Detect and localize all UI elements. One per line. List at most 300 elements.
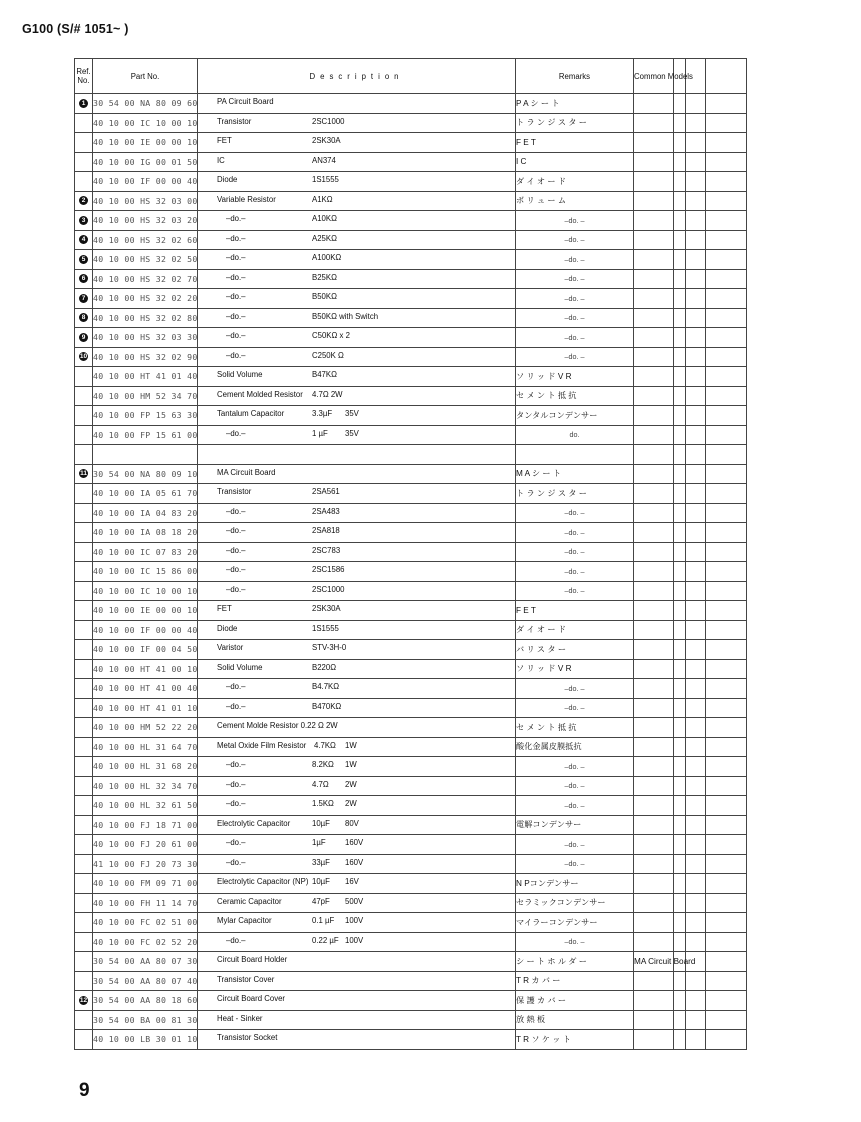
- part-no-cell: 40 10 00 FM 09 71 00: [93, 874, 198, 894]
- description-cell: [198, 133, 516, 153]
- description-cell: [198, 679, 516, 699]
- table-row: [75, 679, 747, 699]
- ref-number-badge: 9: [79, 333, 88, 342]
- spec-value: 10µF: [312, 877, 330, 886]
- table-row: [75, 464, 747, 484]
- extra-cell: [686, 230, 706, 250]
- extra-cell: [706, 874, 747, 894]
- description-text: Circuit Board Cover: [217, 994, 286, 1003]
- japanese-name-cell: –do. –: [516, 542, 634, 562]
- common-models-cell: [674, 640, 686, 660]
- japanese-name-cell: –do. –: [516, 581, 634, 601]
- description-text: –do.–: [226, 331, 246, 340]
- part-no-cell: 40 10 00 HS 32 02 90: [93, 347, 198, 367]
- ref-no-cell: [75, 484, 93, 504]
- remarks-cell: [634, 542, 674, 562]
- remarks-cell: [634, 854, 674, 874]
- remarks-cell: [634, 991, 674, 1011]
- extra-cell: [686, 913, 706, 933]
- table-row: [75, 620, 747, 640]
- common-models-cell: [674, 113, 686, 133]
- description-text: Transistor: [217, 116, 252, 126]
- common-models-cell: [674, 152, 686, 172]
- table-row: [75, 172, 747, 192]
- japanese-name-cell: –do. –: [516, 250, 634, 270]
- description-cell: [198, 893, 516, 913]
- remarks-cell: [634, 874, 674, 894]
- common-models-cell: [674, 913, 686, 933]
- extra-cell: [706, 269, 747, 289]
- extra-cell: [706, 1030, 747, 1050]
- table-row: [75, 445, 747, 465]
- common-models-cell: [674, 230, 686, 250]
- remarks-cell: [634, 601, 674, 621]
- extra-cell: [686, 289, 706, 309]
- table-row: [75, 815, 747, 835]
- japanese-name-cell: –do. –: [516, 503, 634, 523]
- table-row: [75, 796, 747, 816]
- remarks-cell: [634, 464, 674, 484]
- description-cell: [198, 874, 516, 894]
- extra-cell: [706, 581, 747, 601]
- remarks-cell: [634, 737, 674, 757]
- spec-value: 8.2KΩ: [312, 760, 334, 769]
- spec-value: 33µF: [312, 857, 330, 867]
- ref-no-header: Ref. No.: [75, 59, 93, 94]
- extra-cell: [686, 211, 706, 231]
- table-row: [75, 640, 747, 660]
- description-cell: [198, 581, 516, 601]
- part-no-cell: 30 54 00 AA 80 07 40: [93, 971, 198, 991]
- description-cell: [198, 932, 516, 952]
- table-row: [75, 386, 747, 406]
- common-models-cell: [674, 94, 686, 114]
- part-no-cell: 30 54 00 NA 80 09 60: [93, 94, 198, 114]
- table-row: [75, 250, 747, 270]
- description-text: –do.–: [226, 292, 246, 301]
- rating-value: 35V: [345, 428, 359, 438]
- spec-value: 10µF: [312, 818, 330, 828]
- remarks-cell: MA Circuit Board: [634, 952, 674, 972]
- remarks-cell: [634, 484, 674, 504]
- rating-value: 35V: [345, 409, 359, 418]
- extra-cell: [686, 835, 706, 855]
- table-row: [75, 328, 747, 348]
- description-text: –do.–: [226, 350, 246, 360]
- ref-no-cell: [75, 133, 93, 153]
- common-models-cell: [674, 211, 686, 231]
- description-text: –do.–: [226, 584, 246, 594]
- common-models-cell: [674, 347, 686, 367]
- extra-cell: [686, 776, 706, 796]
- description-cell: [198, 523, 516, 543]
- spec-value: 2SC1586: [312, 565, 345, 574]
- description-cell: [198, 308, 516, 328]
- part-no-cell: 40 10 00 HS 32 03 20: [93, 211, 198, 231]
- part-no-cell: 40 10 00 IE 00 00 10: [93, 133, 198, 153]
- extra-cell: [706, 308, 747, 328]
- table-row: [75, 503, 747, 523]
- part-no-cell: 40 10 00 HM 52 22 20: [93, 718, 198, 738]
- extra-cell: [686, 191, 706, 211]
- description-text: Cement Molded Resistor: [217, 389, 303, 399]
- spec-value: 2SA818: [312, 526, 340, 535]
- ref-no-cell: [75, 503, 93, 523]
- japanese-name-cell: –do. –: [516, 835, 634, 855]
- remarks-cell: [634, 367, 674, 387]
- table-row: [75, 133, 747, 153]
- japanese-name-cell: –do. –: [516, 854, 634, 874]
- japanese-name-cell: –do. –: [516, 757, 634, 777]
- common-models-cell: [674, 698, 686, 718]
- spec-value: 2SA561: [312, 487, 340, 496]
- part-no-cell: 40 10 00 HL 31 64 70: [93, 737, 198, 757]
- description-cell: [198, 913, 516, 933]
- remarks-cell: [634, 932, 674, 952]
- part-no-cell: 40 10 00 HS 32 02 60: [93, 230, 198, 250]
- common-models-cell: [674, 484, 686, 504]
- common-models-cell: [674, 542, 686, 562]
- table-row: [75, 269, 747, 289]
- extra-cell: [686, 562, 706, 582]
- ref-number-badge: 10: [79, 353, 88, 361]
- description-cell: [198, 172, 516, 192]
- remarks-cell: [634, 893, 674, 913]
- extra-cell: [686, 581, 706, 601]
- part-no-cell: 40 10 00 IC 10 00 10: [93, 113, 198, 133]
- spec-value: 1 µF: [312, 428, 328, 438]
- japanese-name-cell: –do. –: [516, 562, 634, 582]
- spec-value: 3.3µF: [312, 409, 333, 418]
- table-row: [75, 542, 747, 562]
- extra-cell: [686, 152, 706, 172]
- extra-cell: [686, 932, 706, 952]
- spec-value: 47pF: [312, 896, 330, 906]
- part-no-cell: 40 10 00 HL 31 68 20: [93, 757, 198, 777]
- ref-no-cell: [75, 542, 93, 562]
- description-text: Solid Volume: [217, 662, 263, 672]
- japanese-name-cell: N Pコンデンサー: [516, 874, 634, 894]
- remarks-cell: [634, 152, 674, 172]
- table-row: [75, 367, 747, 387]
- part-no-cell: 40 10 00 IG 00 01 50: [93, 152, 198, 172]
- common-models-cell: [674, 1030, 686, 1050]
- description-text: FET: [217, 604, 232, 613]
- part-no-cell: 40 10 00 FH 11 14 70: [93, 893, 198, 913]
- ref-number-badge: 3: [79, 216, 88, 225]
- japanese-name-cell: –do. –: [516, 211, 634, 231]
- description-text: Diode: [217, 175, 238, 184]
- extra-cell: [706, 133, 747, 153]
- description-text: –do.–: [226, 935, 246, 945]
- extra-cell: [686, 854, 706, 874]
- common-models-cell: [674, 406, 686, 426]
- description-text: Varistor: [217, 643, 244, 652]
- description-text: Electrolytic Capacitor (NP): [217, 877, 309, 886]
- remarks-cell: [634, 503, 674, 523]
- japanese-name-cell: –do. –: [516, 230, 634, 250]
- extra-cell: [706, 503, 747, 523]
- extra-cell: [706, 991, 747, 1011]
- spec-value: C250K Ω: [312, 350, 344, 360]
- part-no-cell: [93, 445, 198, 465]
- remarks-cell: [634, 406, 674, 426]
- description-cell: [198, 386, 516, 406]
- extra-cell: [706, 542, 747, 562]
- description-text: –do.–: [226, 428, 246, 438]
- description-text: –do.–: [226, 838, 246, 847]
- part-no-cell: 30 54 00 AA 80 18 60: [93, 991, 198, 1011]
- extra-cell: [686, 503, 706, 523]
- extra-cell: [686, 406, 706, 426]
- spec-value: B4.7KΩ: [312, 682, 340, 691]
- description-cell: [198, 776, 516, 796]
- table-row: [75, 289, 747, 309]
- rating-value: 16V: [345, 877, 359, 886]
- table-row: [75, 191, 747, 211]
- description-text: –do.–: [226, 214, 246, 223]
- common-models-cell: [674, 796, 686, 816]
- japanese-name-cell: [516, 445, 634, 465]
- spec-value: 2SC1000: [312, 116, 345, 126]
- common-models-cell: [674, 289, 686, 309]
- spec-value: 4.7Ω 2W: [312, 389, 343, 399]
- ref-number-badge: 11: [80, 470, 87, 478]
- extra-cell: [706, 776, 747, 796]
- description-text: Mylar Capacitor: [217, 916, 272, 925]
- common-models-cell: [674, 386, 686, 406]
- description-cell: [198, 971, 516, 991]
- ref-no-cell: [75, 835, 93, 855]
- table-row: [75, 94, 747, 114]
- japanese-name-cell: ボ リ ュ ー ム: [516, 191, 634, 211]
- extra-cell: [686, 464, 706, 484]
- ref-no-cell: [75, 815, 93, 835]
- ref-no-cell: [75, 94, 93, 114]
- extra-cell: [706, 172, 747, 192]
- extra-cell: [686, 971, 706, 991]
- common-models-cell: [674, 308, 686, 328]
- spec-value: 4.7Ω: [312, 779, 329, 789]
- part-no-cell: 30 54 00 AA 80 07 30: [93, 952, 198, 972]
- spec-value: 2SK30A: [312, 136, 341, 145]
- description-cell: [198, 757, 516, 777]
- description-text: Transistor Cover: [217, 974, 275, 984]
- ref-no-cell: [75, 737, 93, 757]
- extra-cell: [686, 601, 706, 621]
- common-models-cell: [674, 815, 686, 835]
- japanese-name-cell: –do. –: [516, 269, 634, 289]
- table-row: [75, 152, 747, 172]
- part-no-cell: 40 10 00 HL 32 34 70: [93, 776, 198, 796]
- japanese-name-cell: M A シ ー ト: [516, 464, 634, 484]
- description-cell: [198, 620, 516, 640]
- description-cell: [198, 1010, 516, 1030]
- table-row: [75, 893, 747, 913]
- table-row: [75, 230, 747, 250]
- japanese-name-cell: –do. –: [516, 679, 634, 699]
- parts-table: [74, 58, 747, 1050]
- ref-no-cell: [75, 289, 93, 309]
- rating-value: 100V: [345, 916, 364, 925]
- description-text: Variable Resistor: [217, 194, 276, 204]
- japanese-name-cell: do.: [516, 425, 634, 445]
- spec-value: 0.1 µF: [312, 916, 335, 925]
- description-text: Solid Volume: [217, 370, 263, 379]
- extra-cell: [706, 932, 747, 952]
- part-no-cell: 40 10 00 IC 07 83 20: [93, 542, 198, 562]
- extra-cell: [706, 347, 747, 367]
- spec-value: B50KΩ with Switch: [312, 311, 379, 321]
- remarks-cell: [634, 191, 674, 211]
- extra-cell: [686, 679, 706, 699]
- ref-no-cell: [75, 523, 93, 543]
- japanese-name-cell: 保 護 カ バ ー: [516, 991, 634, 1011]
- part-no-cell: 40 10 00 HS 32 03 00: [93, 191, 198, 211]
- japanese-name-cell: 酸化金属皮膜抵抗: [516, 737, 634, 757]
- remarks-cell: [634, 776, 674, 796]
- spec-value: 4.7KΩ: [314, 740, 336, 750]
- remarks-cell: [634, 796, 674, 816]
- extra-cell: [706, 464, 747, 484]
- japanese-name-cell: –do. –: [516, 308, 634, 328]
- description-text: –do.–: [226, 272, 246, 282]
- spec-value: B220Ω: [312, 662, 337, 672]
- ref-number-badge: 2: [79, 196, 88, 205]
- description-text: Cement Molde Resistor 0.22 Ω 2W: [217, 721, 338, 730]
- japanese-name-cell: P A シ ー ト: [516, 94, 634, 114]
- table-row: [75, 952, 747, 972]
- description-cell: [198, 191, 516, 211]
- description-text: –do.–: [226, 311, 246, 321]
- remarks-cell: [634, 133, 674, 153]
- description-cell: [198, 1030, 516, 1050]
- table-row: [75, 308, 747, 328]
- ref-no-cell: [75, 952, 93, 972]
- table-row: [75, 971, 747, 991]
- ref-no-cell: [75, 269, 93, 289]
- japanese-name-cell: ト ラ ン ジ ス タ ー: [516, 113, 634, 133]
- ref-no-cell: [75, 425, 93, 445]
- common-models-cell: [674, 932, 686, 952]
- spec-value: C50KΩ x 2: [312, 331, 350, 340]
- extra-cell: [686, 425, 706, 445]
- table-row: [75, 347, 747, 367]
- description-text: MA Circuit Board: [217, 467, 276, 477]
- common-models-cell: [674, 367, 686, 387]
- extra-cell: [706, 191, 747, 211]
- spec-value: B470KΩ: [312, 701, 342, 711]
- common-models-cell: [674, 893, 686, 913]
- table-row: [75, 854, 747, 874]
- ref-no-cell: [75, 230, 93, 250]
- part-no-cell: 41 10 00 FJ 20 73 30: [93, 854, 198, 874]
- japanese-name-cell: セ メ ン ト 抵 抗: [516, 718, 634, 738]
- spec-value: AN374: [312, 155, 336, 165]
- table-row: [75, 601, 747, 621]
- part-no-cell: 30 54 00 NA 80 09 10: [93, 464, 198, 484]
- description-cell: [198, 464, 516, 484]
- ref-no-cell: [75, 562, 93, 582]
- japanese-name-cell: ト ラ ン ジ ス タ ー: [516, 484, 634, 504]
- extra-cell: [686, 620, 706, 640]
- common-models-cell: [674, 854, 686, 874]
- description-text: IC: [217, 155, 225, 165]
- extra-cell: [706, 737, 747, 757]
- part-no-cell: 40 10 00 HS 32 02 80: [93, 308, 198, 328]
- ref-no-cell: [75, 698, 93, 718]
- extra-cell: [686, 1030, 706, 1050]
- japanese-name-cell: –do. –: [516, 328, 634, 348]
- part-no-cell: 40 10 00 HM 52 34 70: [93, 386, 198, 406]
- extra-cell: [706, 211, 747, 231]
- extra-cell: [686, 250, 706, 270]
- remarks-cell: [634, 1010, 674, 1030]
- common-models-header: Common Models: [634, 59, 674, 94]
- remarks-cell: [634, 835, 674, 855]
- extra-cell: [706, 835, 747, 855]
- table-row: [75, 406, 747, 426]
- ref-no-cell: [75, 893, 93, 913]
- table-row: [75, 913, 747, 933]
- common-models-cell: [674, 601, 686, 621]
- description-cell: [198, 815, 516, 835]
- description-cell: [198, 367, 516, 387]
- table-row: [75, 562, 747, 582]
- description-text: –do.–: [226, 565, 246, 574]
- extra-cell: [686, 991, 706, 1011]
- japanese-name-cell: ソ リ ッ ド V R: [516, 367, 634, 387]
- ref-no-cell: [75, 776, 93, 796]
- common-models-cell: [674, 971, 686, 991]
- table-row: [75, 718, 747, 738]
- description-text: –do.–: [226, 253, 246, 262]
- rating-value: 2W: [345, 799, 357, 808]
- common-models-cell: [674, 562, 686, 582]
- spec-value: B47KΩ: [312, 370, 337, 379]
- extra-cell: [706, 230, 747, 250]
- description-text: Circuit Board Holder: [217, 955, 288, 964]
- description-text: –do.–: [226, 799, 246, 808]
- parts-table-body: [75, 94, 747, 1050]
- description-cell: [198, 94, 516, 114]
- description-text: –do.–: [226, 779, 246, 789]
- extra-cell: [686, 815, 706, 835]
- extra-cell: [706, 562, 747, 582]
- ref-no-cell: [75, 620, 93, 640]
- remarks-cell: [634, 913, 674, 933]
- table-row: [75, 874, 747, 894]
- description-text: –do.–: [226, 857, 246, 867]
- extra-cell: [686, 113, 706, 133]
- ref-no-cell: [75, 854, 93, 874]
- spec-value: 2SK30A: [312, 604, 341, 613]
- extra-cell: [686, 737, 706, 757]
- common-models-cell: [674, 835, 686, 855]
- description-text: –do.–: [226, 545, 246, 555]
- ref-no-cell: [75, 679, 93, 699]
- spec-value: A10KΩ: [312, 214, 337, 223]
- spec-value: 1S1555: [312, 623, 339, 633]
- extra-cell: [706, 250, 747, 270]
- description-text: Metal Oxide Film Resistor: [217, 740, 307, 750]
- table-row: [75, 835, 747, 855]
- description-text: Heat - Sinker: [217, 1013, 263, 1023]
- extra-cell: [706, 640, 747, 660]
- description-header: Description: [198, 59, 516, 94]
- page-number: 9: [79, 1080, 90, 1101]
- spec-value: STV-3H-0: [312, 643, 347, 652]
